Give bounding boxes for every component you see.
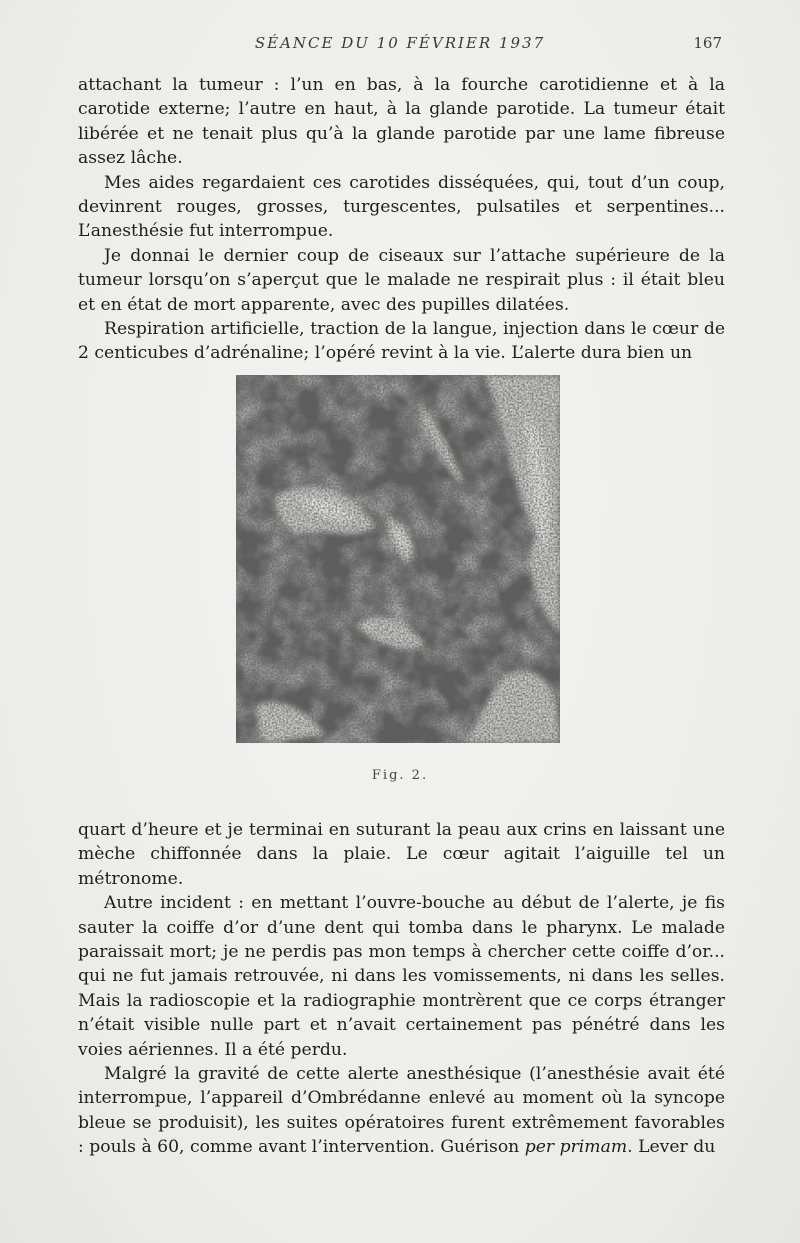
paragraph: Autre incident : en mettant l’ouvre-bouche au début de l’alerte, je fis sauter la coiffe d’or d’une dent qui tomba dans le pharynx. Le malade paraissait mort; je ne perdis pas mon temps à chercher cette coiffe d’or... qui ne fut jamais retrouvée, ni dans les vomissements, ni dans les selles. Mais la radioscopie et la radiographie montrèrent que ce corps étranger n’était visible nulle part et n’avait certainement pas pénétré dans les voies aériennes. Il a été perdu. (78, 893, 725, 1060)
paragraph-text: Malgré la gravité de cette alerte anesthésique (l’anesthésie avait été interrompue, l’appareil d’Ombrédanne enlevé au moment où la syncope bleue se produisit), les suites opératoires furent extrêmement favorables : pouls à 60, comme avant l’intervention. Guérison (78, 1064, 725, 1158)
page-number: 167 (693, 34, 722, 52)
body-text-top (78, 73, 725, 366)
paragraph: quart d’heure et je terminai en suturant la peau aux crins en laissant une mèche chiffonnée dans la plaie. Le cœur agitait l’aiguille tel un métronome. (78, 820, 725, 889)
figure-caption: Fig. 2. (371, 768, 429, 783)
running-title: SÉANCE DU 10 FÉVRIER 1937 (254, 34, 546, 52)
micrograph-image (236, 375, 560, 743)
latin-phrase: per primam (524, 1137, 628, 1158)
paragraph: Mes aides regardaient ces carotides disséquées, qui, tout d’un coup, devinrent rouges, grosses, turgescentes, pulsatiles et serpentines... L’anesthésie fut interrompue. (78, 172, 725, 242)
paragraph: Respiration artificielle, traction de la langue, injection dans le cœur de 2 centicubes d’adrénaline; l’opéré revint à la vie. L’alerte dura bien un (78, 319, 725, 364)
body-text-bottom (78, 818, 725, 1160)
paragraph-last (78, 1062, 725, 1160)
paragraph: attachant la tumeur : l’un en bas, à la fourche carotidienne et à la carotide externe; l’autre en haut, à la glande parotide. La tumeur était libérée et ne tenait plus qu’à la glande parotide par une lame fibreuse assez lâche. (78, 75, 725, 169)
paragraph-text-end: . Lever du (627, 1137, 716, 1158)
figure-micrograph (236, 375, 560, 743)
running-head (0, 34, 800, 56)
paragraph: Je donnai le dernier coup de ciseaux sur l’attache supérieure de la tumeur lorsqu’on s’aperçut que le malade ne respirait plus : il était bleu et en état de mort apparente, avec des pupilles dilatées. (78, 245, 725, 315)
